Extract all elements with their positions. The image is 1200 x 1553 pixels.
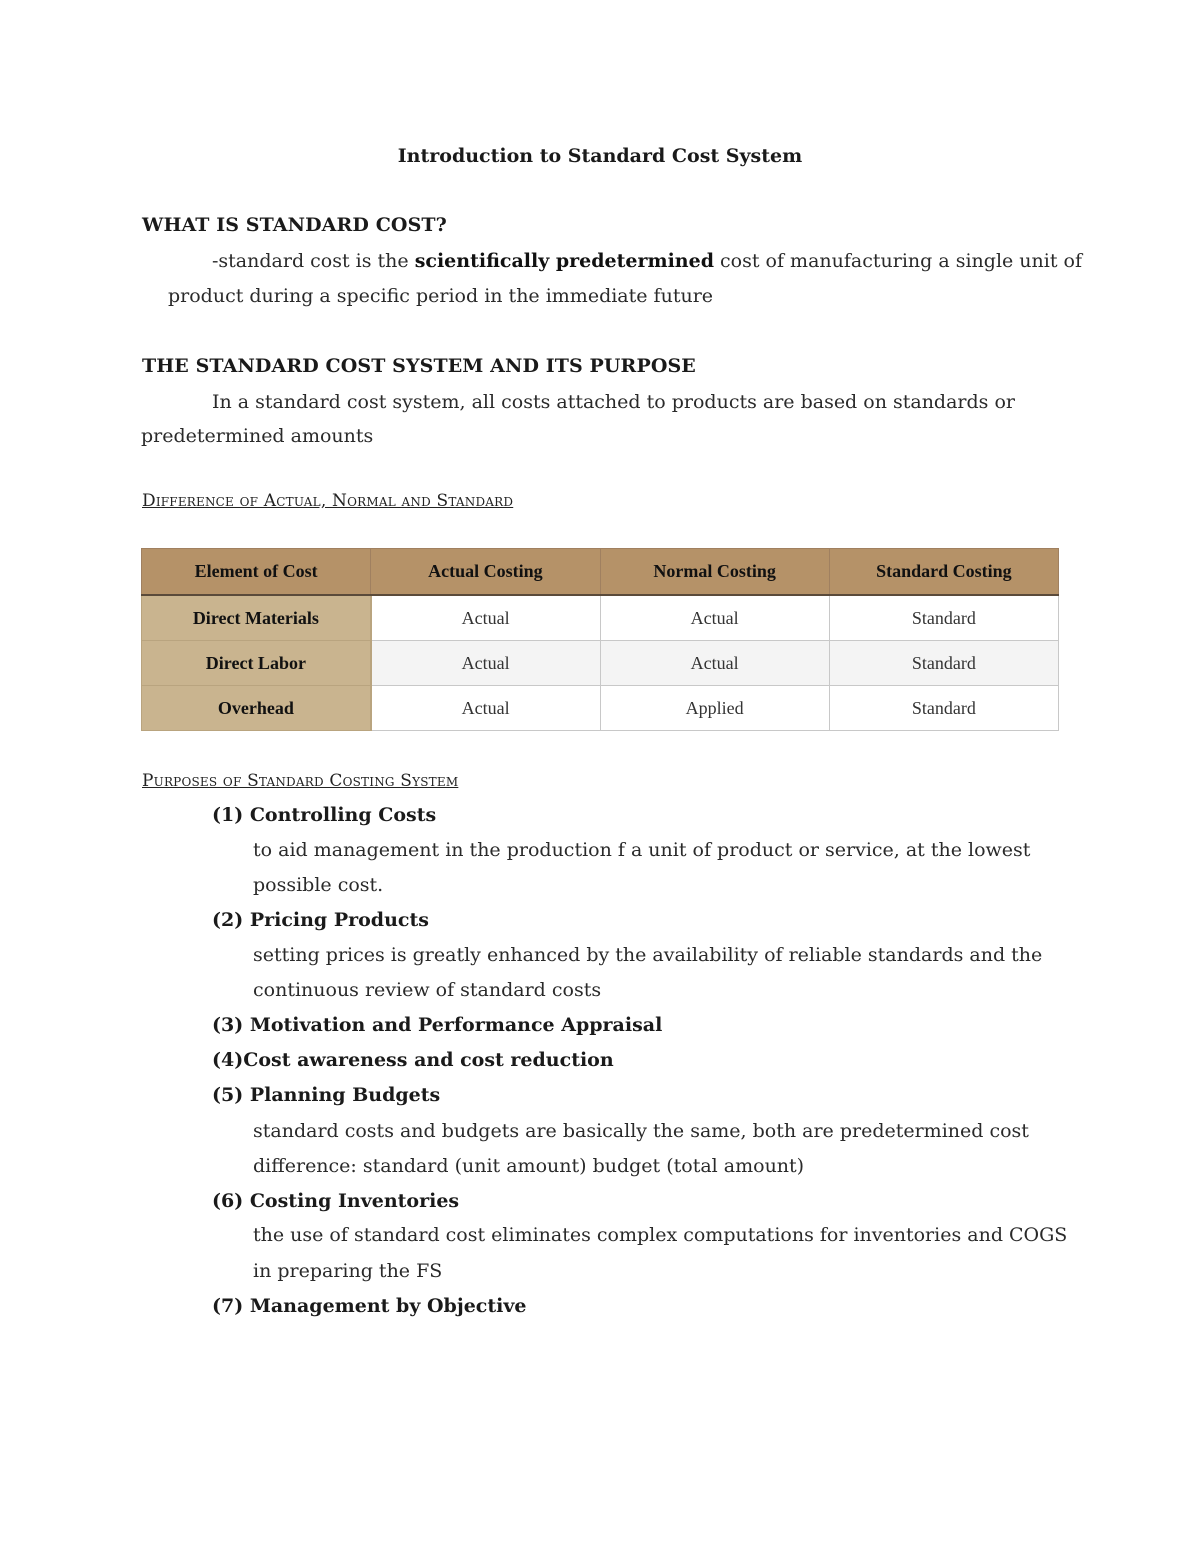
document-title: Introduction to Standard Cost System	[397, 145, 803, 167]
purposes-heading: Purposes of Standard Costing System	[142, 771, 459, 791]
table-cell: Applied	[600, 686, 829, 731]
table-cell: Actual	[371, 595, 600, 641]
costing-comparison-table	[141, 548, 1059, 731]
purpose-2-title: (2) Pricing Products	[212, 909, 429, 931]
what-is-standard-cost-heading: WHAT IS STANDARD COST?	[142, 214, 447, 236]
purpose-3-title: (3) Motivation and Performance Appraisal	[212, 1014, 663, 1036]
header-standard-costing: Standard Costing	[829, 549, 1058, 596]
table-row	[142, 595, 1059, 641]
header-actual-costing: Actual Costing	[371, 549, 600, 596]
table-cell: Actual	[371, 641, 600, 686]
purpose-5-desc-line1: standard costs and budgets are basically the same, both are predetermined cost	[253, 1120, 1029, 1142]
row-label-direct-materials: Direct Materials	[142, 595, 371, 641]
purpose-6-title: (6) Costing Inventories	[212, 1190, 460, 1212]
definition-bold-text: scientifically predetermined	[414, 250, 714, 272]
table-row	[142, 641, 1059, 686]
standard-cost-system-heading: THE STANDARD COST SYSTEM AND ITS PURPOSE	[142, 355, 696, 377]
standard-cost-system-text-line2: predetermined amounts	[141, 425, 374, 447]
purpose-6-desc-line2: in preparing the FS	[253, 1260, 443, 1282]
table-cell: Actual	[371, 686, 600, 731]
standard-cost-system-text-line1: In a standard cost system, all costs attached to products are based on standards or	[212, 391, 1015, 413]
purpose-4-title: (4)Cost awareness and cost reduction	[212, 1049, 614, 1071]
definition-text-after: cost of manufacturing a single unit of	[714, 250, 1082, 272]
row-label-direct-labor: Direct Labor	[142, 641, 371, 686]
header-element-of-cost: Element of Cost	[142, 549, 371, 596]
header-normal-costing: Normal Costing	[600, 549, 829, 596]
purpose-1-desc-line2: possible cost.	[253, 874, 384, 896]
purpose-5-title: (5) Planning Budgets	[212, 1084, 441, 1106]
purpose-7-title: (7) Management by Objective	[212, 1295, 527, 1317]
purpose-2-desc-line2: continuous review of standard costs	[253, 979, 602, 1001]
table-cell: Standard	[829, 595, 1058, 641]
table-cell: Actual	[600, 641, 829, 686]
purpose-6-desc-line1: the use of standard cost eliminates complex computations for inventories and COGS	[253, 1224, 1068, 1246]
purpose-1-title: (1) Controlling Costs	[212, 804, 437, 826]
purpose-5-desc-line2: difference: standard (unit amount) budget (total amount)	[253, 1155, 805, 1177]
difference-heading: Difference of Actual, Normal and Standard	[142, 491, 514, 511]
purpose-2-desc-line1: setting prices is greatly enhanced by the availability of reliable standards and the	[253, 944, 1043, 966]
table-cell: Standard	[829, 686, 1058, 731]
standard-cost-definition-line1	[212, 250, 1082, 272]
purpose-1-desc-line1: to aid management in the production f a unit of product or service, at the lowest	[253, 839, 1031, 861]
standard-cost-definition-line2: product during a specific period in the immediate future	[168, 285, 714, 307]
table-header-row	[142, 549, 1059, 596]
definition-text-before: -standard cost is the	[212, 250, 415, 272]
table-row	[142, 686, 1059, 731]
table-cell: Standard	[829, 641, 1058, 686]
table-cell: Actual	[600, 595, 829, 641]
row-label-overhead: Overhead	[142, 686, 371, 731]
